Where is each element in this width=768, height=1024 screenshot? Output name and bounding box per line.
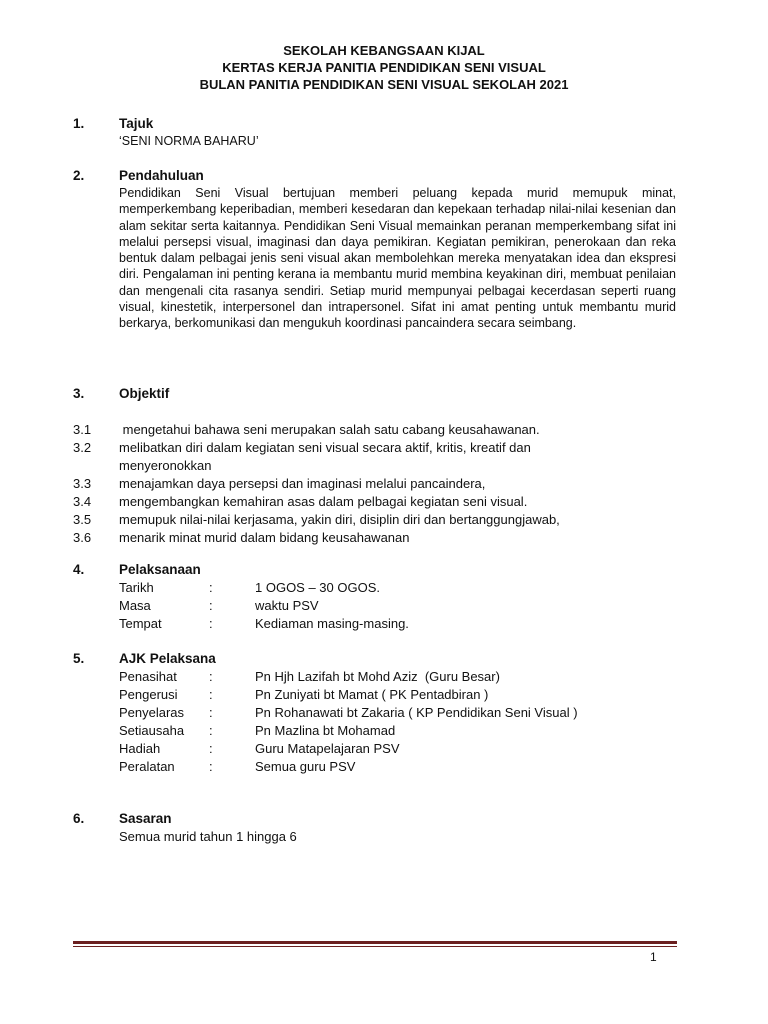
role-label: Setiausaha <box>119 723 185 738</box>
section-title: Objektif <box>119 386 170 401</box>
section-number: 1. <box>73 116 85 131</box>
detail-value: waktu PSV <box>255 598 319 613</box>
item-number: 3.2 <box>73 440 92 455</box>
member-name: Guru Matapelajaran PSV <box>255 741 400 756</box>
section-text: Semua murid tahun 1 hingga 6 <box>119 829 297 844</box>
detail-colon: : <box>209 580 213 595</box>
member-name: Semua guru PSV <box>255 759 356 774</box>
detail-colon: : <box>209 723 213 738</box>
section-title: Pelaksanaan <box>119 562 201 577</box>
section-number: 4. <box>73 562 85 577</box>
role-label: Hadiah <box>119 741 161 756</box>
item-number: 3.3 <box>73 476 92 491</box>
footer-divider-thin <box>73 946 677 947</box>
detail-colon: : <box>209 741 213 756</box>
section-text: ‘SENI NORMA BAHARU’ <box>119 134 259 148</box>
role-label: Penasihat <box>119 669 177 684</box>
section-title: Pendahuluan <box>119 168 204 183</box>
role-label: Pengerusi <box>119 687 178 702</box>
item-number: 3.6 <box>73 530 92 545</box>
item-text: mengetahui bahawa seni merupakan salah satu cabang keusahawanan. <box>119 422 540 437</box>
school-name: SEKOLAH KEBANGSAAN KIJAL <box>283 43 485 58</box>
detail-key: Tempat <box>119 616 162 631</box>
document-header <box>0 42 768 93</box>
detail-colon: : <box>209 669 213 684</box>
section-number: 6. <box>73 811 85 826</box>
detail-colon: : <box>209 616 213 631</box>
intro-paragraph: Pendidikan Seni Visual bertujuan memberi peluang kepada murid memupuk minat, memperkembang keperibadian, memberi kesedaran dan kepekaan terhadap nilai-nilai kesenian dan alam sekitar serta kaitannya. Pendidikan Seni Visual memainkan peranan memperkembang sifat ini melalui persepsi visual, imaginasi dan daya pemikiran. Kegiatan pemikiran, penerokaan dan reka bentuk dalam pelbagai jenis seni visual akan membolehkan mereka menyatakan idea dan ekspresi diri. Pengalaman ini penting kerana ia membantu murid membina keyakinan diri, membuat penilaian dan mengenali cita rasanya sendiri. Setiap murid mempunyai pelbagai kecerdasan seperti ruang visual, kinestetik, interpersonel dan intrapersonel. Sifat ini amat penting untuk membantu murid berkarya, berkomunikasi dan mengukuh koordinasi pancaindera secara seimbang. <box>119 186 676 331</box>
footer-divider <box>73 941 677 944</box>
member-name: Pn Hjh Lazifah bt Mohd Aziz (Guru Besar) <box>255 669 500 684</box>
section-number: 5. <box>73 651 85 666</box>
item-number: 3.1 <box>73 422 92 437</box>
section-title: AJK Pelaksana <box>119 651 216 666</box>
detail-value: 1 OGOS – 30 OGOS. <box>255 580 380 595</box>
detail-colon: : <box>209 598 213 613</box>
role-label: Penyelaras <box>119 705 185 720</box>
section-number: 2. <box>73 168 85 183</box>
detail-colon: : <box>209 687 213 702</box>
member-name: Pn Zuniyati bt Mamat ( PK Pentadbiran ) <box>255 687 489 702</box>
role-label: Peralatan <box>119 759 175 774</box>
item-number: 3.4 <box>73 494 92 509</box>
item-number: 3.5 <box>73 512 92 527</box>
section-title: Tajuk <box>119 116 154 131</box>
item-text: melibatkan diri dalam kegiatan seni visual secara aktif, kritis, kreatif dan menyeronokkan <box>119 440 531 473</box>
event-title: BULAN PANITIA PENDIDIKAN SENI VISUAL SEKOLAH 2021 <box>199 77 569 92</box>
section-number: 3. <box>73 386 85 401</box>
paper-title: KERTAS KERJA PANITIA PENDIDIKAN SENI VISUAL <box>222 60 546 75</box>
item-text: menajamkan daya persepsi dan imaginasi melalui pancaindera, <box>119 476 486 491</box>
member-name: Pn Rohanawati bt Zakaria ( KP Pendidikan Seni Visual ) <box>255 705 578 720</box>
item-text: memupuk nilai-nilai kerjasama, yakin diri, disiplin diri dan bertanggungjawab, <box>119 512 560 527</box>
item-text: mengembangkan kemahiran asas dalam pelbagai kegiatan seni visual. <box>119 494 528 509</box>
page-number: 1 <box>650 950 657 964</box>
detail-colon: : <box>209 759 213 774</box>
item-text: menarik minat murid dalam bidang keusahawanan <box>119 530 410 545</box>
section-title: Sasaran <box>119 811 172 826</box>
detail-key: Masa <box>119 598 151 613</box>
detail-colon: : <box>209 705 213 720</box>
detail-value: Kediaman masing-masing. <box>255 616 409 631</box>
detail-key: Tarikh <box>119 580 154 595</box>
member-name: Pn Mazlina bt Mohamad <box>255 723 396 738</box>
